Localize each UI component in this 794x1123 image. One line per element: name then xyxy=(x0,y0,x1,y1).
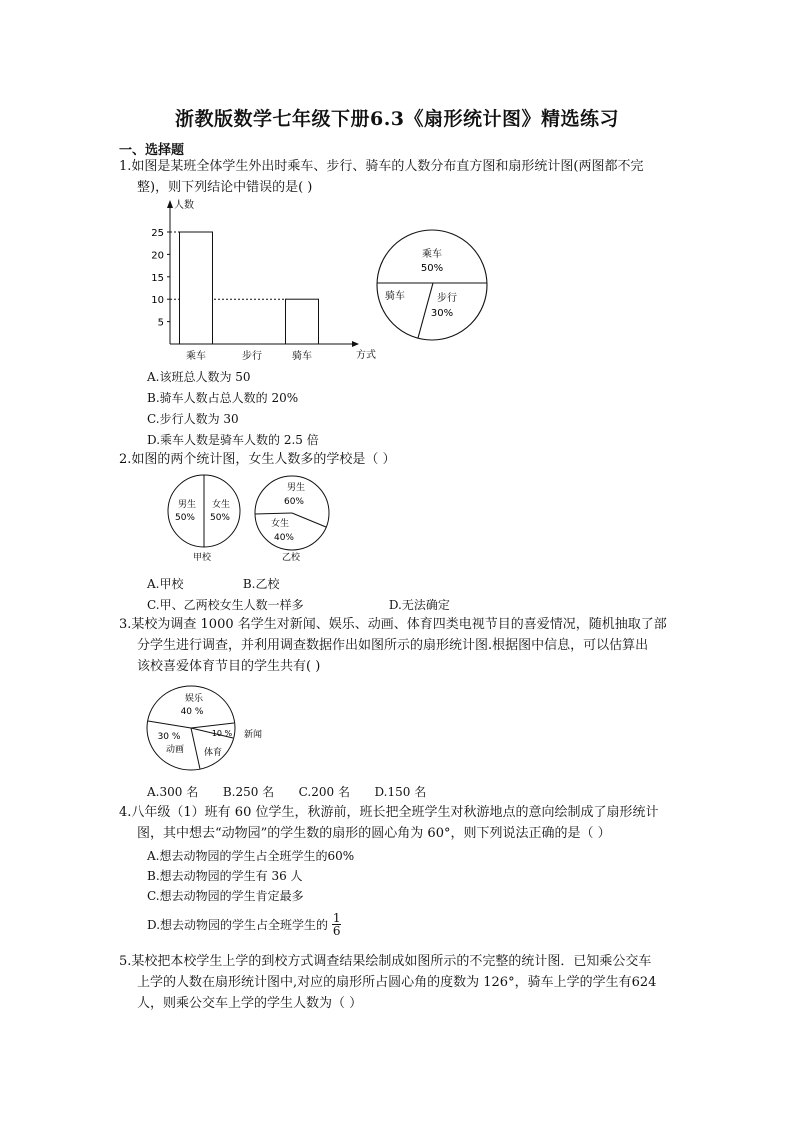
q1-option-a[interactable]: A.该班总人数为 50 xyxy=(147,370,251,384)
q3-value-ent: 40 % xyxy=(180,707,204,717)
x-category-label: 乘车 xyxy=(186,351,206,362)
q3-option-d[interactable]: D.150 名 xyxy=(374,785,427,799)
q3-label-anim: 动画 xyxy=(165,745,185,755)
x-category-label: 步行 xyxy=(242,351,262,362)
y-tick-label: 25 xyxy=(151,228,164,239)
q4-stem-line2: 图，其中想去“动物园”的学生数的扇形的圆心角为 60°，则下列说法正确的是（ ） xyxy=(137,826,611,841)
q2-jia-label-girls: 女生 xyxy=(211,500,231,510)
q4-option-d-row[interactable] xyxy=(147,912,341,937)
q1-pie-value-ride: 50% xyxy=(420,263,444,274)
q3-option-c[interactable]: C.200 名 xyxy=(298,785,350,799)
q3-stem-line3: 该校喜爱体育节目的学生共有( ) xyxy=(137,659,321,674)
q1-option-b[interactable]: B.骑车人数占总人数的 20% xyxy=(147,391,299,405)
q2-options-row1 xyxy=(147,575,279,592)
q2-jia-title: 甲校 xyxy=(192,553,212,563)
fraction-denominator: 6 xyxy=(332,924,341,938)
q1-pie-chart xyxy=(360,225,510,345)
q1-stem-line2: 整)，则下列结论中错误的是( ) xyxy=(137,180,313,195)
q2-option-c[interactable]: C.甲、乙两校女生人数一样多 xyxy=(147,598,304,612)
q3-options-row xyxy=(147,783,426,800)
x-axis-label: 方式 xyxy=(356,350,376,361)
q3-label-sport: 体育 xyxy=(203,748,223,758)
q2-options-row2 xyxy=(147,596,450,613)
q3-pie-divider-1 xyxy=(148,721,191,728)
q2-jia-label-boys: 男生 xyxy=(177,500,197,510)
q1-stem-line1: 1.如图是某班全体学生外出时乘车、步行、骑车的人数分布直方图和扇形统计图(两图都不完 xyxy=(119,159,644,174)
q1-pie-label-bike: 骑车 xyxy=(385,291,405,302)
q3-option-a[interactable]: A.300 名 xyxy=(147,785,199,799)
q2-option-a[interactable]: A.甲校 xyxy=(147,577,184,591)
q2-yi-value-boys: 60% xyxy=(283,497,305,507)
q3-pie-chart xyxy=(144,683,269,775)
q3-stem-line1: 3.某校为调查 1000 名学生对新闻、娱乐、动画、体育四类电视节目的喜爱情况，随机抽取了部 xyxy=(119,617,667,632)
bar xyxy=(180,232,213,344)
q3-label-ent: 娱乐 xyxy=(184,694,204,704)
q3-value-news: 10 % xyxy=(211,729,233,738)
q1-option-c[interactable]: C.步行人数为 30 xyxy=(147,412,239,426)
q2-jia-value-girls: 50% xyxy=(209,513,231,523)
x-category-label: 骑车 xyxy=(292,351,312,362)
q1-bar-chart xyxy=(140,196,385,364)
q3-option-b[interactable]: B.250 名 xyxy=(222,785,275,799)
q3-label-news: 新闻 xyxy=(243,730,263,740)
q5-stem-line3: 人，则乘公交车上学的学生人数为（ ） xyxy=(137,996,363,1011)
y-axis-label: 人数 xyxy=(174,200,194,211)
q2-yi-value-girls: 40% xyxy=(273,533,295,543)
y-tick-label: 5 xyxy=(157,317,164,329)
q2-yi-label-girls: 女生 xyxy=(270,519,290,529)
q2-stem: 2.如图的两个统计图，女生人数多的学校是（ ） xyxy=(119,452,396,467)
q4-option-c[interactable]: C.想去动物园的学生肯定最多 xyxy=(147,889,304,903)
q1-pie-value-walk: 30% xyxy=(430,308,454,319)
q2-pie-yi-divider-1 xyxy=(255,513,292,514)
q2-pie-charts xyxy=(160,472,340,568)
q4-option-a[interactable]: A.想去动物园的学生占全班学生的60% xyxy=(147,849,355,863)
q2-option-b[interactable]: B.乙校 xyxy=(242,577,280,591)
q2-yi-title: 乙校 xyxy=(281,553,301,563)
q3-pie-divider-4 xyxy=(191,728,200,769)
q4-option-d-fraction xyxy=(332,912,342,937)
q2-pie-yi-divider-2 xyxy=(292,513,326,527)
q1-pie-label-walk: 步行 xyxy=(437,293,457,304)
q2-jia-value-boys: 50% xyxy=(174,513,196,523)
bar xyxy=(286,299,319,344)
q3-value-anim: 30 % xyxy=(157,732,181,742)
q2-option-d[interactable]: D.无法确定 xyxy=(388,598,450,612)
q5-stem-line2: 上学的人数在扇形统计图中,对应的扇形所占圆心角的度数为 126°，骑车上学的学生有624 xyxy=(137,975,657,990)
y-tick-label: 20 xyxy=(151,250,164,262)
q5-stem-line1: 5.某校把本校学生上学的到校方式调查结果绘制成如图所示的不完整的统计图．已知乘公交车 xyxy=(119,954,652,969)
q1-pie-label-ride: 乘车 xyxy=(422,249,442,260)
q2-yi-label-boys: 男生 xyxy=(286,483,306,493)
fraction-numerator: 1 xyxy=(332,911,341,925)
y-tick-label: 15 xyxy=(151,272,164,284)
q1-option-d[interactable]: D.乘车人数是骑车人数的 2.5 倍 xyxy=(147,433,319,447)
q3-pie-divider-2 xyxy=(191,723,234,728)
x-axis-arrow xyxy=(352,341,359,347)
y-axis-arrow xyxy=(167,200,173,208)
q4-option-b[interactable]: B.想去动物园的学生有 36 人 xyxy=(147,869,303,883)
page-title: 浙教版数学七年级下册6.3《扇形统计图》精选练习 xyxy=(174,108,620,130)
section-heading: 一、选择题 xyxy=(119,143,185,158)
q4-option-d: D.想去动物园的学生占全班学生的 xyxy=(147,918,329,932)
q4-stem-line1: 4.八年级（1）班有 60 位学生，秋游前，班长把全班学生对秋游地点的意向绘制成了扇形统计 xyxy=(119,805,659,820)
q3-stem-line2: 分学生进行调查，并利用调查数据作出如图所示的扇形统计图.根据图中信息，可以估算出 xyxy=(137,638,649,653)
y-tick-label: 10 xyxy=(151,295,164,307)
